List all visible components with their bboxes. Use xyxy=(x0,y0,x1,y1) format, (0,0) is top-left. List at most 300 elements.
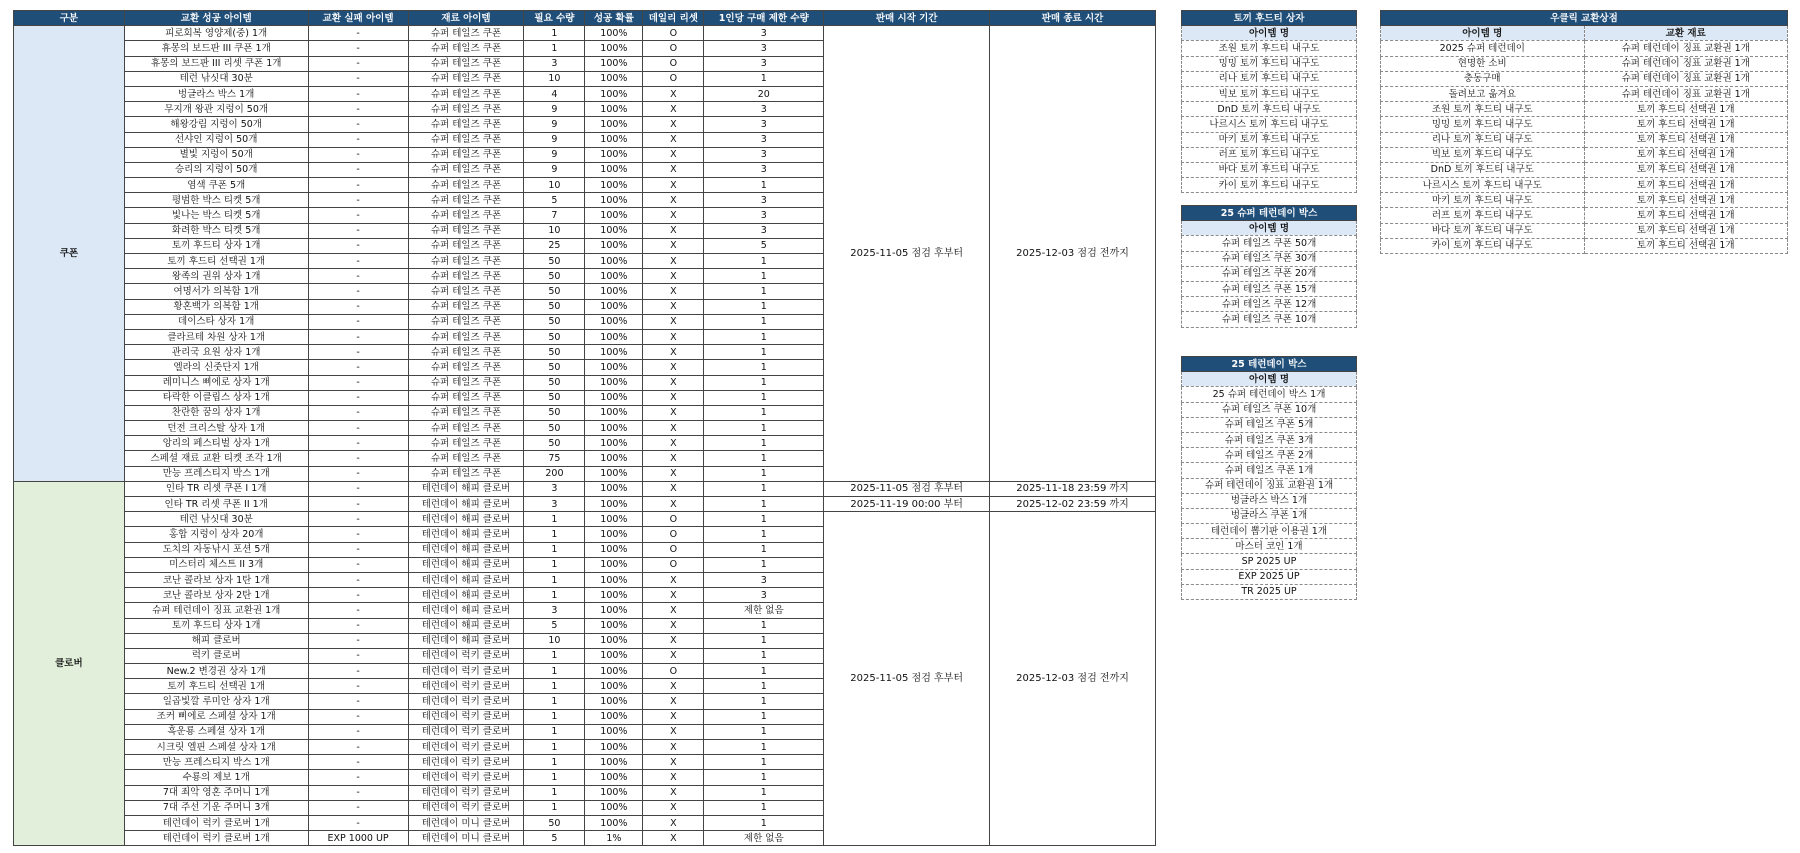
cell-success-rate: 100% xyxy=(585,694,643,709)
cell-daily-reset: X xyxy=(643,329,704,344)
cell-required-qty: 1 xyxy=(524,755,585,770)
item-name-cell: 현명한 소비 xyxy=(1381,56,1585,71)
cell-required-qty: 1 xyxy=(524,800,585,815)
cell-success-item: 타락한 이클립스 상자 1개 xyxy=(124,390,308,405)
exchange-table-container xyxy=(13,10,1156,846)
cell-success-rate: 100% xyxy=(585,451,643,466)
cell-fail-item: - xyxy=(308,497,408,512)
item-name-cell: 슈퍼 테일즈 쿠폰 3개 xyxy=(1182,432,1357,447)
sale-end-cell: 2025-12-02 23:59 까지 xyxy=(990,497,1156,512)
item-name-cell: 슈퍼 테일즈 쿠폰 50개 xyxy=(1182,236,1357,251)
cell-purchase-limit: 1 xyxy=(704,284,824,299)
cell-material-item: 테런데이 럭키 클로버 xyxy=(408,694,524,709)
cell-material-item: 슈퍼 테일즈 쿠폰 xyxy=(408,41,524,56)
cell-material-item: 슈퍼 테일즈 쿠폰 xyxy=(408,269,524,284)
list-item xyxy=(1182,417,1357,432)
cell-daily-reset: X xyxy=(643,390,704,405)
item-name-cell: 25 슈퍼 테런데이 박스 1개 xyxy=(1182,387,1357,402)
panel-title: 토끼 후드티 상자 xyxy=(1182,11,1357,26)
cell-daily-reset: X xyxy=(643,572,704,587)
list-item xyxy=(1182,402,1357,417)
cell-success-item: 토끼 후드티 선택권 1개 xyxy=(124,254,308,269)
cell-required-qty: 1 xyxy=(524,588,585,603)
cell-required-qty: 50 xyxy=(524,405,585,420)
cell-daily-reset: O xyxy=(643,542,704,557)
cell-daily-reset: X xyxy=(643,238,704,253)
list-item xyxy=(1182,493,1357,508)
cell-required-qty: 3 xyxy=(524,481,585,496)
item-name-cell: 슈퍼 테런데이 징표 교환권 1개 xyxy=(1182,478,1357,493)
panel-col-header: 교환 재료 xyxy=(1584,26,1788,41)
cell-material-item: 테런데이 럭키 클로버 xyxy=(408,709,524,724)
cell-daily-reset: X xyxy=(643,800,704,815)
cell-material-item: 슈퍼 테일즈 쿠폰 xyxy=(408,466,524,481)
cell-daily-reset: X xyxy=(643,831,704,846)
cell-daily-reset: X xyxy=(643,436,704,451)
cell-daily-reset: X xyxy=(643,117,704,132)
cell-required-qty: 1 xyxy=(524,41,585,56)
item-name-cell: DnD 토끼 후드티 내구도 xyxy=(1182,102,1357,117)
cell-purchase-limit: 3 xyxy=(704,26,824,41)
exchange-table-body xyxy=(14,26,1156,846)
cell-success-rate: 100% xyxy=(585,466,643,481)
cell-required-qty: 1 xyxy=(524,709,585,724)
cell-required-qty: 9 xyxy=(524,117,585,132)
col-header: 구분 xyxy=(14,11,125,26)
cell-required-qty: 1 xyxy=(524,785,585,800)
cell-required-qty: 5 xyxy=(524,831,585,846)
cell-success-rate: 100% xyxy=(585,390,643,405)
cell-daily-reset: X xyxy=(643,481,704,496)
cell-daily-reset: X xyxy=(643,497,704,512)
cell-success-item: 토끼 후드티 상자 1개 xyxy=(124,618,308,633)
cell-success-item: 여명서가 의복함 1개 xyxy=(124,284,308,299)
cell-success-rate: 100% xyxy=(585,178,643,193)
cell-success-item: New.2 변경권 상자 1개 xyxy=(124,664,308,679)
cell-material-item: 슈퍼 테일즈 쿠폰 xyxy=(408,193,524,208)
exchange-material-cell: 토끼 후드티 선택권 1개 xyxy=(1584,238,1788,253)
cell-purchase-limit: 1 xyxy=(704,785,824,800)
item-name-cell: 밍밍 토끼 후드티 내구도 xyxy=(1182,56,1357,71)
cell-success-item: 미스터리 체스트 II 3개 xyxy=(124,557,308,572)
cell-fail-item: - xyxy=(308,238,408,253)
cell-material-item: 테런데이 해피 클로버 xyxy=(408,618,524,633)
cell-success-item: 조커 삐에로 스페셜 상자 1개 xyxy=(124,709,308,724)
cell-success-item: 화려한 박스 티켓 5개 xyxy=(124,223,308,238)
panel-title: 25 테런데이 박스 xyxy=(1182,357,1357,372)
cell-fail-item: - xyxy=(308,421,408,436)
item-name-cell: TR 2025 UP xyxy=(1182,584,1357,599)
cell-success-rate: 100% xyxy=(585,633,643,648)
cell-required-qty: 50 xyxy=(524,390,585,405)
cell-success-rate: 100% xyxy=(585,679,643,694)
cell-material-item: 테런데이 해피 클로버 xyxy=(408,588,524,603)
cell-success-rate: 1% xyxy=(585,831,643,846)
cell-purchase-limit: 1 xyxy=(704,329,824,344)
cell-required-qty: 1 xyxy=(524,542,585,557)
cell-daily-reset: X xyxy=(643,755,704,770)
cell-material-item: 테런데이 럭키 클로버 xyxy=(408,724,524,739)
list-item xyxy=(1182,266,1357,281)
cell-success-item: 해피 클로버 xyxy=(124,633,308,648)
cell-required-qty: 50 xyxy=(524,299,585,314)
cell-fail-item: - xyxy=(308,451,408,466)
cell-success-rate: 100% xyxy=(585,284,643,299)
cell-daily-reset: X xyxy=(643,360,704,375)
item-name-cell: 충동구매 xyxy=(1381,71,1585,86)
cell-purchase-limit: 1 xyxy=(704,618,824,633)
cell-success-rate: 100% xyxy=(585,41,643,56)
cell-fail-item: - xyxy=(308,269,408,284)
panel-col-header: 아이템 명 xyxy=(1182,372,1357,387)
cell-required-qty: 25 xyxy=(524,238,585,253)
cell-material-item: 테런데이 럭키 클로버 xyxy=(408,755,524,770)
exchange-material-cell: 토끼 후드티 선택권 1개 xyxy=(1584,147,1788,162)
cell-purchase-limit: 1 xyxy=(704,664,824,679)
cell-daily-reset: X xyxy=(643,314,704,329)
cell-success-item: 황혼백가 의복함 1개 xyxy=(124,299,308,314)
day-box-list xyxy=(1182,387,1357,600)
exchange-material-cell: 슈퍼 테런데이 징표 교환권 1개 xyxy=(1584,86,1788,101)
cell-purchase-limit: 제한 없음 xyxy=(704,603,824,618)
cell-required-qty: 200 xyxy=(524,466,585,481)
cell-material-item: 테런데이 럭키 클로버 xyxy=(408,679,524,694)
item-name-cell: 나르시스 토끼 후드티 내구도 xyxy=(1182,117,1357,132)
list-item xyxy=(1182,297,1357,312)
cell-fail-item: - xyxy=(308,284,408,299)
item-name-cell: 슈퍼 테일즈 쿠폰 12개 xyxy=(1182,297,1357,312)
cell-daily-reset: X xyxy=(643,269,704,284)
cell-required-qty: 1 xyxy=(524,664,585,679)
cell-fail-item: - xyxy=(308,254,408,269)
cell-purchase-limit: 3 xyxy=(704,117,824,132)
item-name-cell: 빅보 토끼 후드티 내구도 xyxy=(1182,86,1357,101)
cell-daily-reset: X xyxy=(643,147,704,162)
cell-success-item: 토끼 후드티 선택권 1개 xyxy=(124,679,308,694)
exchange-material-cell: 토끼 후드티 선택권 1개 xyxy=(1584,117,1788,132)
hoodie-box-list xyxy=(1182,41,1357,193)
cell-required-qty: 1 xyxy=(524,770,585,785)
cell-success-rate: 100% xyxy=(585,512,643,527)
cell-required-qty: 50 xyxy=(524,436,585,451)
cell-daily-reset: X xyxy=(643,451,704,466)
cell-success-rate: 100% xyxy=(585,648,643,663)
cell-fail-item: - xyxy=(308,117,408,132)
cell-fail-item: - xyxy=(308,345,408,360)
list-item xyxy=(1182,147,1357,162)
list-item xyxy=(1182,569,1357,584)
exchange-material-cell: 토끼 후드티 선택권 1개 xyxy=(1584,132,1788,147)
cell-daily-reset: X xyxy=(643,162,704,177)
cell-purchase-limit: 1 xyxy=(704,679,824,694)
item-name-cell: 슈퍼 테일즈 쿠폰 10개 xyxy=(1182,402,1357,417)
cell-fail-item: - xyxy=(308,436,408,451)
cell-success-rate: 100% xyxy=(585,557,643,572)
item-name-cell: 마스터 코인 1개 xyxy=(1182,539,1357,554)
cell-purchase-limit: 1 xyxy=(704,497,824,512)
list-item xyxy=(1381,41,1788,56)
cell-success-rate: 100% xyxy=(585,208,643,223)
item-name-cell: 슈퍼 테일즈 쿠폰 10개 xyxy=(1182,312,1357,327)
cell-purchase-limit: 1 xyxy=(704,512,824,527)
cell-purchase-limit: 3 xyxy=(704,223,824,238)
cell-success-item: 코난 콜라보 상자 2탄 1개 xyxy=(124,588,308,603)
cell-required-qty: 10 xyxy=(524,223,585,238)
cell-fail-item: - xyxy=(308,390,408,405)
cell-fail-item: - xyxy=(308,405,408,420)
cell-purchase-limit: 3 xyxy=(704,588,824,603)
cell-success-rate: 100% xyxy=(585,117,643,132)
cell-material-item: 테런데이 해피 클로버 xyxy=(408,557,524,572)
list-item xyxy=(1182,524,1357,539)
table-row xyxy=(14,512,1156,527)
list-item xyxy=(1182,448,1357,463)
col-header: 판매 종료 시간 xyxy=(990,11,1156,26)
cell-success-item: 7대 주선 기운 주머니 3개 xyxy=(124,800,308,815)
list-item xyxy=(1182,56,1357,71)
day-box-panel xyxy=(1181,356,1357,600)
cell-purchase-limit: 1 xyxy=(704,375,824,390)
cell-material-item: 슈퍼 테일즈 쿠폰 xyxy=(408,284,524,299)
cell-material-item: 테런데이 해피 클로버 xyxy=(408,633,524,648)
cell-fail-item: - xyxy=(308,223,408,238)
cell-daily-reset: O xyxy=(643,41,704,56)
cell-success-item: 염색 쿠폰 5개 xyxy=(124,178,308,193)
cell-purchase-limit: 1 xyxy=(704,360,824,375)
cell-fail-item: - xyxy=(308,679,408,694)
cell-success-rate: 100% xyxy=(585,56,643,71)
hoodie-box-panel xyxy=(1181,10,1357,193)
cell-material-item: 슈퍼 테일즈 쿠폰 xyxy=(408,254,524,269)
cell-material-item: 슈퍼 테일즈 쿠폰 xyxy=(408,162,524,177)
cell-material-item: 테런데이 럭키 클로버 xyxy=(408,785,524,800)
cell-daily-reset: X xyxy=(643,466,704,481)
cell-success-item: 관리국 요원 상자 1개 xyxy=(124,345,308,360)
cell-purchase-limit: 3 xyxy=(704,208,824,223)
col-header: 데일리 리셋 xyxy=(643,11,704,26)
cell-required-qty: 1 xyxy=(524,648,585,663)
sale-start-cell: 2025-11-05 점검 후부터 xyxy=(824,26,990,482)
cell-fail-item: - xyxy=(308,527,408,542)
cell-material-item: 슈퍼 테일즈 쿠폰 xyxy=(408,390,524,405)
table-row xyxy=(14,497,1156,512)
cell-success-item: 만능 프레스티지 박스 1개 xyxy=(124,755,308,770)
exchange-shop-list xyxy=(1381,41,1788,254)
exchange-material-cell: 슈퍼 테런데이 징표 교환권 1개 xyxy=(1584,41,1788,56)
cell-success-item: 테런 낚싯대 30분 xyxy=(124,71,308,86)
cell-fail-item: - xyxy=(308,724,408,739)
cell-success-rate: 100% xyxy=(585,86,643,101)
cell-required-qty: 9 xyxy=(524,162,585,177)
cell-required-qty: 1 xyxy=(524,527,585,542)
cell-daily-reset: X xyxy=(643,709,704,724)
cell-success-rate: 100% xyxy=(585,785,643,800)
cell-daily-reset: X xyxy=(643,815,704,830)
cell-required-qty: 1 xyxy=(524,694,585,709)
cell-material-item: 슈퍼 테일즈 쿠폰 xyxy=(408,436,524,451)
cell-daily-reset: O xyxy=(643,557,704,572)
item-name-cell: 조원 토끼 후드티 내구도 xyxy=(1182,41,1357,56)
list-item xyxy=(1381,56,1788,71)
cell-daily-reset: O xyxy=(643,56,704,71)
cell-required-qty: 3 xyxy=(524,497,585,512)
col-header: 교환 성공 아이템 xyxy=(124,11,308,26)
cell-success-item: 레미니스 삐에로 상자 1개 xyxy=(124,375,308,390)
list-item xyxy=(1381,132,1788,147)
cell-material-item: 테런데이 해피 클로버 xyxy=(408,481,524,496)
cell-success-rate: 100% xyxy=(585,254,643,269)
cell-material-item: 슈퍼 테일즈 쿠폰 xyxy=(408,314,524,329)
cell-material-item: 테런데이 럭키 클로버 xyxy=(408,800,524,815)
cell-required-qty: 50 xyxy=(524,421,585,436)
cell-purchase-limit: 1 xyxy=(704,421,824,436)
cell-fail-item: - xyxy=(308,512,408,527)
cell-purchase-limit: 1 xyxy=(704,724,824,739)
cell-success-rate: 100% xyxy=(585,481,643,496)
cell-daily-reset: O xyxy=(643,26,704,41)
cell-purchase-limit: 1 xyxy=(704,557,824,572)
cell-daily-reset: X xyxy=(643,254,704,269)
cell-success-rate: 100% xyxy=(585,102,643,117)
cell-fail-item: - xyxy=(308,162,408,177)
cell-success-item: 테런데이 럭키 클로버 1개 xyxy=(124,815,308,830)
list-item xyxy=(1381,117,1788,132)
list-item xyxy=(1182,102,1357,117)
cell-daily-reset: X xyxy=(643,679,704,694)
cell-required-qty: 1 xyxy=(524,572,585,587)
cell-material-item: 슈퍼 테일즈 쿠폰 xyxy=(408,345,524,360)
item-name-cell: 리나 토끼 후드티 내구도 xyxy=(1182,71,1357,86)
cell-required-qty: 50 xyxy=(524,284,585,299)
list-item xyxy=(1182,508,1357,523)
cell-success-item: 별빛 지렁이 50개 xyxy=(124,147,308,162)
cell-success-rate: 100% xyxy=(585,800,643,815)
cell-purchase-limit: 1 xyxy=(704,481,824,496)
cell-success-item: 도치의 자동낚시 포션 5개 xyxy=(124,542,308,557)
cell-fail-item: - xyxy=(308,542,408,557)
cell-success-item: 휴몽의 보드판 III 쿠폰 1개 xyxy=(124,41,308,56)
cell-success-rate: 100% xyxy=(585,147,643,162)
list-item xyxy=(1182,236,1357,251)
exchange-material-cell: 슈퍼 테런데이 징표 교환권 1개 xyxy=(1584,56,1788,71)
cell-success-item: 승리의 지렁이 50개 xyxy=(124,162,308,177)
cell-fail-item: - xyxy=(308,26,408,41)
cell-success-rate: 100% xyxy=(585,375,643,390)
item-name-cell: 나르시스 토끼 후드티 내구도 xyxy=(1381,178,1585,193)
cell-success-rate: 100% xyxy=(585,724,643,739)
cell-success-rate: 100% xyxy=(585,497,643,512)
cell-required-qty: 5 xyxy=(524,618,585,633)
cell-required-qty: 75 xyxy=(524,451,585,466)
cell-success-item: 엘라의 신줏단지 1개 xyxy=(124,360,308,375)
super-box-table xyxy=(1181,205,1357,328)
cell-required-qty: 50 xyxy=(524,360,585,375)
item-name-cell: 돌려보고 옮겨요 xyxy=(1381,86,1585,101)
cell-fail-item: EXP 1000 UP xyxy=(308,831,408,846)
cell-material-item: 테런데이 해피 클로버 xyxy=(408,512,524,527)
list-item xyxy=(1381,223,1788,238)
cell-success-item: 흑운룡 스페셜 상자 1개 xyxy=(124,724,308,739)
sale-end-cell: 2025-12-03 점검 전까지 xyxy=(990,26,1156,482)
list-item xyxy=(1182,463,1357,478)
cell-daily-reset: O xyxy=(643,664,704,679)
cell-daily-reset: X xyxy=(643,208,704,223)
cell-material-item: 슈퍼 테일즈 쿠폰 xyxy=(408,102,524,117)
cell-material-item: 슈퍼 테일즈 쿠폰 xyxy=(408,147,524,162)
cell-fail-item: - xyxy=(308,572,408,587)
cell-required-qty: 5 xyxy=(524,193,585,208)
cell-required-qty: 10 xyxy=(524,633,585,648)
list-item xyxy=(1381,147,1788,162)
item-name-cell: 마키 토끼 후드티 내구도 xyxy=(1182,132,1357,147)
exchange-material-cell: 토끼 후드티 선택권 1개 xyxy=(1584,193,1788,208)
cell-success-rate: 100% xyxy=(585,740,643,755)
cell-daily-reset: X xyxy=(643,299,704,314)
cell-success-rate: 100% xyxy=(585,299,643,314)
cell-daily-reset: X xyxy=(643,193,704,208)
cell-material-item: 슈퍼 테일즈 쿠폰 xyxy=(408,329,524,344)
cell-fail-item: - xyxy=(308,588,408,603)
panel-title: 우클릭 교환상점 xyxy=(1381,11,1788,26)
exchange-shop-table xyxy=(1380,10,1788,254)
list-item xyxy=(1182,554,1357,569)
cell-success-rate: 100% xyxy=(585,542,643,557)
cell-success-rate: 100% xyxy=(585,755,643,770)
cell-success-rate: 100% xyxy=(585,162,643,177)
cell-fail-item: - xyxy=(308,466,408,481)
cell-purchase-limit: 1 xyxy=(704,314,824,329)
cell-success-item: 테런 낚싯대 30분 xyxy=(124,512,308,527)
item-name-cell: EXP 2025 UP xyxy=(1182,569,1357,584)
cell-purchase-limit: 1 xyxy=(704,815,824,830)
list-item xyxy=(1381,208,1788,223)
cell-required-qty: 50 xyxy=(524,329,585,344)
cell-purchase-limit: 3 xyxy=(704,147,824,162)
item-name-cell: 카이 토끼 후드티 내구도 xyxy=(1381,238,1585,253)
col-header: 교환 실패 아이템 xyxy=(308,11,408,26)
cell-required-qty: 1 xyxy=(524,557,585,572)
cell-success-item: 왕족의 권위 상자 1개 xyxy=(124,269,308,284)
cell-required-qty: 1 xyxy=(524,26,585,41)
cell-success-item: 해왕강림 지렁이 50개 xyxy=(124,117,308,132)
cell-fail-item: - xyxy=(308,815,408,830)
col-header: 1인당 구매 제한 수량 xyxy=(704,11,824,26)
panel-col-header: 아이템 명 xyxy=(1182,26,1357,41)
item-name-cell: 마키 토끼 후드티 내구도 xyxy=(1381,193,1585,208)
cell-success-rate: 100% xyxy=(585,527,643,542)
cell-material-item: 슈퍼 테일즈 쿠폰 xyxy=(408,238,524,253)
item-name-cell: 바다 토끼 후드티 내구도 xyxy=(1182,162,1357,177)
cell-daily-reset: X xyxy=(643,284,704,299)
list-item xyxy=(1182,86,1357,101)
sale-start-cell: 2025-11-05 점검 후부터 xyxy=(824,481,990,496)
item-name-cell: 벙글라스 쿠폰 1개 xyxy=(1182,508,1357,523)
cell-purchase-limit: 1 xyxy=(704,436,824,451)
cell-material-item: 슈퍼 테일즈 쿠폰 xyxy=(408,56,524,71)
cell-fail-item: - xyxy=(308,178,408,193)
exchange-material-cell: 토끼 후드티 선택권 1개 xyxy=(1584,102,1788,117)
cell-daily-reset: X xyxy=(643,345,704,360)
exchange-material-cell: 토끼 후드티 선택권 1개 xyxy=(1584,162,1788,177)
cell-purchase-limit: 1 xyxy=(704,466,824,481)
col-header: 성공 확률 xyxy=(585,11,643,26)
category-cell: 쿠폰 xyxy=(14,26,125,482)
cell-daily-reset: O xyxy=(643,527,704,542)
cell-required-qty: 9 xyxy=(524,147,585,162)
cell-fail-item: - xyxy=(308,740,408,755)
cell-fail-item: - xyxy=(308,481,408,496)
header-row xyxy=(14,11,1156,26)
